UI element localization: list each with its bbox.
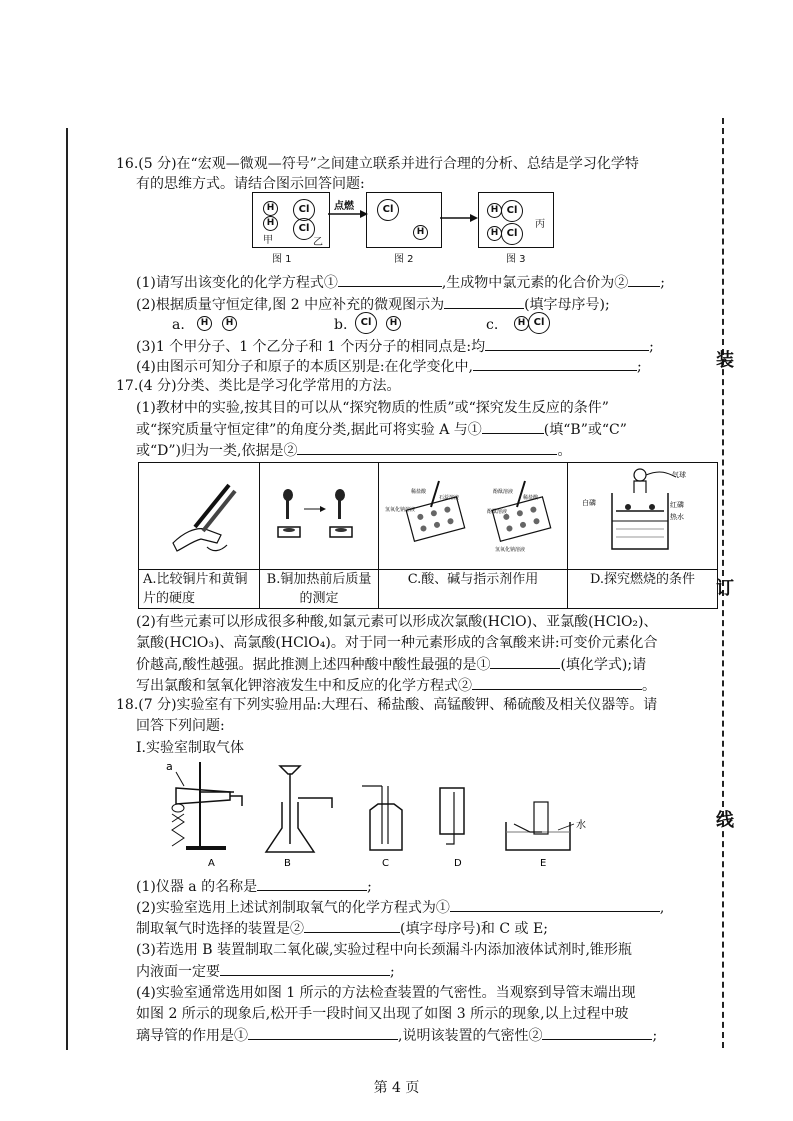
q17-p2-line3: 价越高,酸性越强。据此推测上述四种酸中酸性最强的是① (填化学式);请 <box>136 654 646 675</box>
tag-balloon: 气球 <box>672 471 686 479</box>
q17-p2-line4: 写出氯酸和氢氧化钾溶液发生中和反应的化学方程式② 。 <box>136 675 656 696</box>
chlorine-atom: Cl <box>528 312 550 334</box>
q16-part2: (2)根据质量守恒定律,图 2 中应补充的微观图示为 (填字母序号); <box>136 294 610 315</box>
q18-apparatus-figure <box>150 758 590 870</box>
q18-part4-line2: 如图 2 所示的现象后,松开手一段时间又出现了如图 3 所示的现象,以上过程中玻 <box>136 1006 629 1022</box>
exp-c-image-cell <box>379 463 568 570</box>
tag-dilute-hcl: 稀盐酸 <box>411 489 427 495</box>
q17-p1-line2: 或“探究质量守恒定律”的角度分类,据此可将实验 A 与① (填“B”或“C” <box>136 419 627 440</box>
chlorine-atom: Cl <box>293 218 315 240</box>
exp-a-label: A.比较铜片和黄铜片的硬度 <box>139 570 260 609</box>
q16-option-b-label: b. <box>334 317 348 333</box>
chlorine-atom: Cl <box>377 199 399 221</box>
q16-stem-line2: 有的思维方式。请结合图示回答问题: <box>136 176 365 192</box>
binding-label-zhuang: 装 <box>716 350 734 371</box>
exp-c-illustration <box>383 463 563 567</box>
tag-litmus: 石蕊溶液 <box>439 495 460 501</box>
tag-naoh: 氢氧化钠溶液 <box>385 507 416 513</box>
hydrogen-atom: H <box>222 316 237 331</box>
chlorine-atom: Cl <box>355 312 377 334</box>
exp-b-illustration <box>264 463 368 567</box>
exp-d-label: D.探究燃烧的条件 <box>568 570 718 609</box>
q16-part1: (1)请写出该变化的化学方程式① ,生成物中氯元素的化合价为② ; <box>136 272 665 293</box>
q17-stem: 17.(4 分)分类、类比是学习化学常用的方法。 <box>116 378 401 394</box>
chlorine-atom: Cl <box>501 200 523 222</box>
binding-label-ding: 订 <box>716 578 734 599</box>
q16-part3: (3)1 个甲分子、1 个乙分子和 1 个丙分子的相同点是:均 ; <box>136 336 654 357</box>
label-jia: 甲 <box>263 235 273 246</box>
exp-d-image-cell <box>568 463 718 570</box>
answer-blank[interactable] <box>248 1025 398 1040</box>
tag-hot-water: 热水 <box>670 513 684 521</box>
answer-blank[interactable] <box>297 440 557 455</box>
answer-blank[interactable] <box>304 918 400 933</box>
answer-blank[interactable] <box>472 675 642 690</box>
q18-stem-line1: 18.(7 分)实验室有下列实验用品:大理石、稀盐酸、高锰酸钾、稀硫酸及相关仪器等。请 <box>116 697 658 713</box>
caption-fig1: 图 1 <box>272 254 292 265</box>
tag-phenolphthalein-2: 酚酞溶液 <box>487 509 508 515</box>
exp-d-illustration <box>572 463 702 567</box>
chlorine-atom: Cl <box>293 199 315 221</box>
exp-a-image-cell <box>139 463 260 570</box>
caption-fig2: 图 2 <box>394 254 414 265</box>
answer-blank[interactable] <box>485 336 649 351</box>
exp-b-label: B.铜加热前后质量的测定 <box>260 570 379 609</box>
arrow-label-ignite: 点燃 <box>334 201 354 212</box>
tag-white-phosphorus: 白磷 <box>582 499 596 507</box>
q17-p1-line1: (1)教材中的实验,按其目的可以从“探究物质的性质”或“探究发生反应的条件” <box>136 400 609 416</box>
q18-part2-line1: (2)实验室选用上述试剂制取氧气的化学方程式为① , <box>136 897 664 918</box>
answer-blank[interactable] <box>450 897 660 912</box>
hydrogen-atom: H <box>197 316 212 331</box>
q18-sub1: I.实验室制取气体 <box>136 740 244 756</box>
answer-blank[interactable] <box>482 419 544 434</box>
hydrogen-atom: H <box>514 316 529 331</box>
label-B: B <box>284 858 291 869</box>
q16-figure-3 <box>478 192 554 248</box>
q18-part1: (1)仪器 a 的名称是 ; <box>136 876 372 897</box>
answer-blank[interactable] <box>628 272 660 287</box>
tag-red-phosphorus: 红磷 <box>670 501 684 509</box>
q18-part4-line1: (4)实验室通常选用如图 1 所示的方法检查装置的气密性。当观察到导管末端出现 <box>136 985 636 1001</box>
hydrogen-atom: H <box>263 201 278 216</box>
q16-stem-line1: 16.(5 分)在“宏观—微观—符号”之间建立联系并进行合理的分析、总结是学习化学特 <box>116 156 639 172</box>
answer-blank[interactable] <box>338 272 442 287</box>
q18-part3-line2: 内液面一定要 ; <box>136 961 395 982</box>
q18-part4-line3: 璃导管的作用是① ,说明该装置的气密性② ; <box>136 1025 657 1046</box>
exp-a-illustration <box>143 463 247 567</box>
answer-blank[interactable] <box>257 876 367 891</box>
hydrogen-atom: H <box>487 226 502 241</box>
label-bing: 丙 <box>535 219 545 230</box>
hydrogen-atom: H <box>413 225 428 240</box>
q18-part2-line2: 制取氧气时选择的装置是② (填字母序号)和 C 或 E; <box>136 918 548 939</box>
label-A: A <box>208 858 215 869</box>
left-margin-rule <box>66 128 68 1050</box>
q16-figure-2 <box>366 192 442 248</box>
q16-part4: (4)由图示可知分子和原子的本质区别是:在化学变化中, ; <box>136 356 642 377</box>
exp-c-label: C.酸、碱与指示剂作用 <box>379 570 568 609</box>
q17-experiment-table <box>138 462 718 609</box>
caption-fig3: 图 3 <box>506 254 526 265</box>
q17-p2-line2: 氯酸(HClO₃)、高氯酸(HClO₄)。对于同一种元素形成的含氧酸来讲:可变价元素化合 <box>136 635 658 651</box>
answer-blank[interactable] <box>542 1025 652 1040</box>
q17-p1-line3: 或“D”)归为一类,依据是② 。 <box>136 440 571 461</box>
label-C: C <box>382 858 389 869</box>
answer-blank[interactable] <box>490 654 560 669</box>
q18-stem-line2: 回答下列问题: <box>136 718 225 734</box>
arrow-fig2-to-fig3 <box>440 214 478 222</box>
answer-blank[interactable] <box>220 961 390 976</box>
q16-option-a-label: a. <box>172 317 185 333</box>
binding-label-xian: 线 <box>716 810 734 831</box>
answer-blank[interactable] <box>444 294 524 309</box>
label-yi: 乙 <box>313 237 323 248</box>
hydrogen-atom: H <box>487 203 502 218</box>
chlorine-atom: Cl <box>501 223 523 245</box>
label-D: D <box>454 858 462 869</box>
q17-p2-line1: (2)有些元素可以形成很多种酸,如氯元素可以形成次氯酸(HClO)、亚氯酸(HClO₂)、 <box>136 614 658 630</box>
tag-naoh-2: 氢氧化钠溶液 <box>495 547 526 553</box>
hydrogen-atom: H <box>386 316 401 331</box>
q18-part3-line1: (3)若选用 B 装置制取二氧化碳,实验过程中向长颈漏斗内添加液体试剂时,锥形瓶 <box>136 942 632 958</box>
exp-b-image-cell <box>260 463 379 570</box>
tag-dilute-hcl-2: 稀盐酸 <box>523 495 539 501</box>
label-E: E <box>540 858 547 869</box>
tag-phenolphthalein: 酚酞溶液 <box>493 489 514 495</box>
q16-option-c-label: c. <box>486 317 499 333</box>
reaction-arrow <box>328 210 368 218</box>
q16-figure-1 <box>252 192 330 248</box>
page-number: 第 4 页 <box>373 1080 420 1096</box>
label-water: 水 <box>576 820 586 831</box>
answer-blank[interactable] <box>473 356 637 371</box>
label-apparatus-a: a <box>166 760 173 773</box>
hydrogen-atom: H <box>263 216 278 231</box>
